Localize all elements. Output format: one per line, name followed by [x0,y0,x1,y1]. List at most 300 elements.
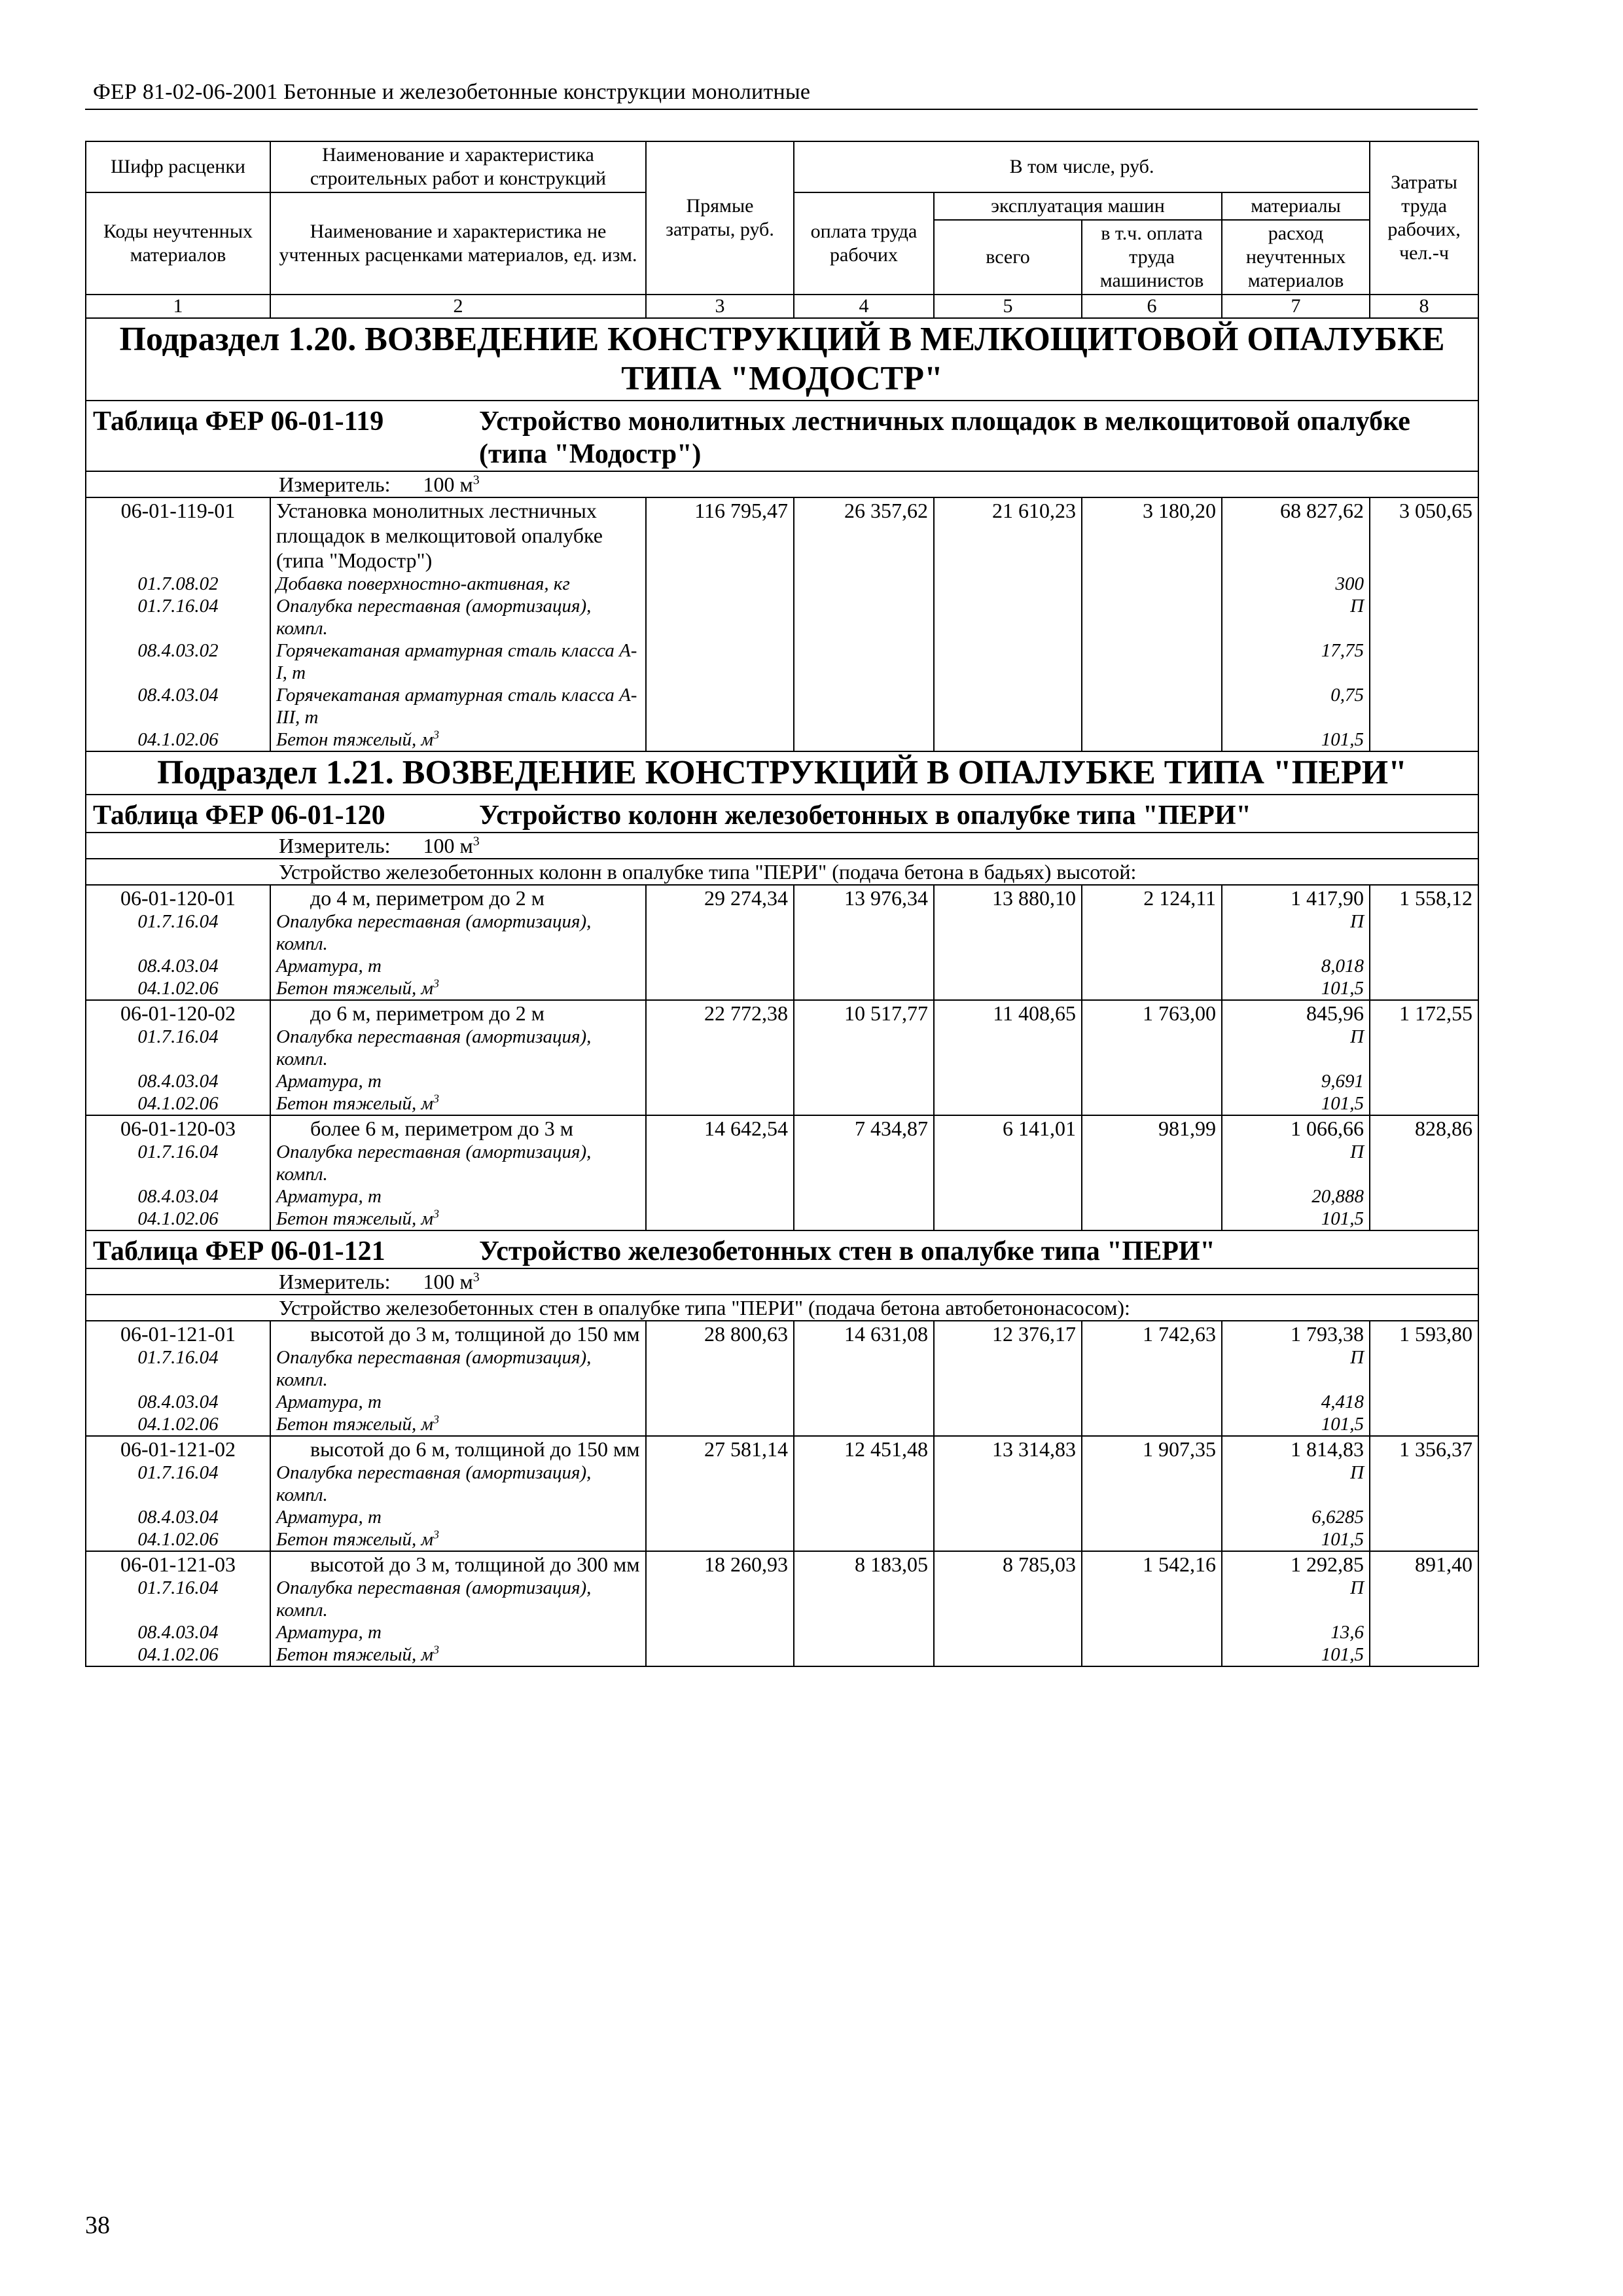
empty-cell [1082,1141,1222,1185]
rate-row [86,1436,1478,1462]
empty-cell [1370,684,1478,728]
material-qty: П [1222,1141,1370,1185]
material-row [86,1185,1478,1208]
material-qty: 20,888 [1222,1185,1370,1208]
header-row-1 [86,141,1478,192]
material-code: 01.7.16.04 [86,1462,270,1506]
rate-code: 06-01-119-01 [86,497,270,573]
material-row [86,595,1478,639]
col-number: 6 [1082,295,1222,318]
table-note: Устройство железобетонных стен в опалубке типа "ПЕРИ" (подача бетона автобетононасосом): [86,1295,1478,1321]
col-mat-use-header: расход неучтенных материалов [1222,220,1370,295]
empty-cell [794,1070,934,1092]
empty-cell [934,1506,1082,1528]
material-qty: П [1222,595,1370,639]
empty-cell [1082,684,1222,728]
material-qty: П [1222,1346,1370,1391]
col-materials-header: материалы [1222,192,1370,220]
direct-cost: 28 800,63 [646,1321,794,1346]
material-row [86,1026,1478,1070]
header-rule [85,109,1478,110]
col-number: 2 [270,295,646,318]
empty-cell [646,639,794,684]
measure-label: Измеритель: [279,473,391,496]
empty-cell [794,1413,934,1436]
empty-cell [794,1346,934,1391]
col-name-header: Наименование и характеристика строительных работ и конструкций [270,141,646,192]
material-row [86,1506,1478,1528]
col-number: 1 [86,295,270,318]
empty-cell [794,1621,934,1643]
page-number: 38 [85,2212,110,2239]
empty-cell [1082,1391,1222,1413]
empty-cell [1082,1185,1222,1208]
empty-cell [934,1577,1082,1621]
empty-cell [1370,1346,1478,1391]
material-code: 04.1.02.06 [86,728,270,751]
empty-cell [934,1208,1082,1230]
empty-cell [934,684,1082,728]
empty-cell [1370,1643,1478,1666]
empty-cell [646,1413,794,1436]
subsection-row [86,318,1478,401]
empty-cell [646,955,794,977]
labor-cost: 10 517,77 [794,1000,934,1026]
measure-value: 100 $м^3$ [423,473,480,496]
material-qty: П [1222,1577,1370,1621]
empty-cell [934,1462,1082,1506]
rate-row [86,1000,1478,1026]
empty-cell [646,1141,794,1185]
empty-cell [934,977,1082,1000]
material-name: Добавка поверхностно-активная, кг [270,573,646,595]
measure-row [86,833,1478,859]
empty-cell [646,1462,794,1506]
rate-row [86,1551,1478,1577]
empty-cell [646,1026,794,1070]
empty-cell [794,1208,934,1230]
empty-cell [794,1092,934,1115]
empty-cell [1370,1413,1478,1436]
superscript-3: 3 [473,1270,480,1285]
superscript-3: 3 [433,1207,439,1221]
empty-cell [934,573,1082,595]
materials-cost: 845,96 [1222,1000,1370,1026]
machine-cost: 12 376,17 [934,1321,1082,1346]
empty-cell [934,1346,1082,1391]
empty-cell [794,573,934,595]
empty-cell [794,977,934,1000]
material-row [86,1208,1478,1230]
empty-cell [794,595,934,639]
material-qty: 300 [1222,573,1370,595]
empty-cell [646,728,794,751]
material-name: Опалубка переставная (амортизация), компл. [270,1346,646,1391]
column-numbers [86,295,1478,318]
measure-cell [86,471,1478,497]
empty-cell [1370,1577,1478,1621]
material-row [86,1577,1478,1621]
empty-cell [1370,1185,1478,1208]
empty-cell [1370,1506,1478,1528]
empty-cell [1082,977,1222,1000]
machine-cost: 6 141,01 [934,1115,1082,1141]
labor-cost: 14 631,08 [794,1321,934,1346]
superscript-3: 3 [433,1092,439,1105]
empty-cell [1082,1413,1222,1436]
direct-cost: 18 260,93 [646,1551,794,1577]
material-row [86,1621,1478,1643]
machine-cost: 13 880,10 [934,885,1082,910]
material-code: 08.4.03.04 [86,1506,270,1528]
material-qty: 101,5 [1222,1413,1370,1436]
empty-cell [646,1506,794,1528]
materials-cost: 1 292,85 [1222,1551,1370,1577]
material-qty: 17,75 [1222,639,1370,684]
material-name: Бетон тяжелый, $м^3$ [270,728,646,751]
rate-code: 06-01-120-03 [86,1115,270,1141]
material-qty: П [1222,1026,1370,1070]
material-name: Горячекатаная арматурная сталь класса А-I, т [270,639,646,684]
material-qty: 101,5 [1222,1528,1370,1551]
material-name: Опалубка переставная (амортизация), компл. [270,910,646,955]
rate-row [86,885,1478,910]
material-qty: 8,018 [1222,955,1370,977]
labor-hours: 3 050,65 [1370,497,1478,573]
table-title-cell [86,401,1478,471]
material-qty: 9,691 [1222,1070,1370,1092]
material-name: Бетон тяжелый, $м^3$ [270,1643,646,1666]
col-mach-labor-header: в т.ч. оплата труда машинистов [1082,220,1222,295]
superscript-3: 3 [433,728,439,742]
empty-cell [794,1577,934,1621]
empty-cell [934,1391,1082,1413]
rate-name: высотой до 6 м, толщиной до 150 мм [270,1436,646,1462]
material-qty: 101,5 [1222,1208,1370,1230]
rate-name: Установка монолитных лестничных площадок в мелкощитовой опалубке (типа "Модостр") [270,497,646,573]
measure-value: 100 $м^3$ [423,834,480,857]
material-row [86,684,1478,728]
measure-label: Измеритель: [279,1270,391,1293]
rate-name: более 6 м, периметром до 3 м [270,1115,646,1141]
empty-cell [646,1070,794,1092]
material-code: 08.4.03.04 [86,1070,270,1092]
labor-hours: 1 172,55 [1370,1000,1478,1026]
materials-cost: 1 814,83 [1222,1436,1370,1462]
material-name: Опалубка переставная (амортизация), компл. [270,1577,646,1621]
empty-cell [1370,639,1478,684]
material-row [86,1528,1478,1551]
material-name: Арматура, т [270,1070,646,1092]
superscript-3: 3 [433,1412,439,1426]
rate-name: до 6 м, периметром до 2 м [270,1000,646,1026]
empty-cell [1370,955,1478,977]
table-title: Устройство колонн железобетонных в опалубке типа "ПЕРИ" [479,800,1251,831]
material-qty: П [1222,910,1370,955]
material-qty: 0,75 [1222,684,1370,728]
empty-cell [1082,955,1222,977]
empty-cell [646,1643,794,1666]
empty-cell [646,1208,794,1230]
material-qty: 101,5 [1222,977,1370,1000]
material-name: Опалубка переставная (амортизация), компл. [270,595,646,639]
col-matname-header: Наименование и характеристика не учтенных расценками материалов, ед. изм. [270,192,646,295]
col-labor-header: оплата труда рабочих [794,192,934,295]
empty-cell [1082,595,1222,639]
empty-cell [646,1185,794,1208]
machine-cost: 11 408,65 [934,1000,1082,1026]
note-row [86,859,1478,885]
subsection-row [86,751,1478,795]
material-code: 04.1.02.06 [86,1413,270,1436]
col-number: 3 [646,295,794,318]
empty-cell [934,1528,1082,1551]
material-name: Арматура, т [270,1391,646,1413]
material-name: Бетон тяжелый, $м^3$ [270,1528,646,1551]
empty-cell [794,1528,934,1551]
material-row [86,1413,1478,1436]
empty-cell [794,639,934,684]
labor-hours: 1 593,80 [1370,1321,1478,1346]
empty-cell [794,1506,934,1528]
running-title: ФЕР 81-02-06-2001 Бетонные и железобетонные конструкции монолитные [93,80,811,104]
empty-cell [1082,1208,1222,1230]
machine-cost: 13 314,83 [934,1436,1082,1462]
superscript-3: 3 [433,1528,439,1541]
material-row [86,955,1478,977]
material-qty: 101,5 [1222,1643,1370,1666]
empty-cell [794,1462,934,1506]
table-title-row [86,401,1478,471]
empty-cell [1370,1092,1478,1115]
labor-cost: 13 976,34 [794,885,934,910]
rate-code: 06-01-121-03 [86,1551,270,1577]
machinist-labor-cost: 1 542,16 [1082,1551,1222,1577]
superscript-3: 3 [473,834,480,849]
empty-cell [934,1070,1082,1092]
empty-cell [646,977,794,1000]
empty-cell [1082,1462,1222,1506]
empty-cell [646,1621,794,1643]
empty-cell [1370,573,1478,595]
rate-code: 06-01-120-02 [86,1000,270,1026]
empty-cell [1082,1621,1222,1643]
empty-cell [1082,573,1222,595]
empty-cell [934,728,1082,751]
empty-cell [1370,728,1478,751]
table-title-cell [86,1230,1478,1268]
empty-cell [1370,1026,1478,1070]
table-title-row [86,1230,1478,1268]
empty-cell [794,955,934,977]
material-code: 08.4.03.04 [86,684,270,728]
material-row [86,1070,1478,1092]
material-code: 08.4.03.04 [86,1185,270,1208]
material-code: 08.4.03.04 [86,1391,270,1413]
empty-cell [646,1528,794,1551]
table-title-cell [86,795,1478,833]
material-name: Арматура, т [270,1506,646,1528]
material-name: Опалубка переставная (амортизация), компл. [270,1462,646,1506]
empty-cell [1082,1346,1222,1391]
material-code: 01.7.16.04 [86,1577,270,1621]
labor-hours: 828,86 [1370,1115,1478,1141]
material-code: 08.4.03.04 [86,955,270,977]
machinist-labor-cost: 3 180,20 [1082,497,1222,573]
material-code: 01.7.16.04 [86,1141,270,1185]
material-name: Бетон тяжелый, $м^3$ [270,1208,646,1230]
material-code: 01.7.16.04 [86,1026,270,1070]
empty-cell [1082,910,1222,955]
machine-cost: 8 785,03 [934,1551,1082,1577]
materials-cost: 1 417,90 [1222,885,1370,910]
direct-cost: 14 642,54 [646,1115,794,1141]
table-number: Таблица ФЕР 06-01-121 [93,1236,385,1266]
empty-cell [646,573,794,595]
material-row [86,1141,1478,1185]
measure-label: Измеритель: [279,834,391,857]
empty-cell [646,1092,794,1115]
empty-cell [1370,1391,1478,1413]
empty-cell [1370,910,1478,955]
empty-cell [794,684,934,728]
table-note: Устройство железобетонных колонн в опалубке типа "ПЕРИ" (подача бетона в бадьях) высотой: [86,859,1478,885]
material-qty: П [1222,1462,1370,1506]
empty-cell [646,595,794,639]
empty-cell [1370,977,1478,1000]
measure-row [86,1268,1478,1295]
col-number: 4 [794,295,934,318]
superscript-3: 3 [433,1643,439,1657]
material-code: 01.7.16.04 [86,595,270,639]
measure-cell [86,833,1478,859]
empty-cell [1082,1026,1222,1070]
material-row [86,977,1478,1000]
material-name: Арматура, т [270,1621,646,1643]
material-row [86,1462,1478,1506]
material-row [86,728,1478,751]
empty-cell [646,1391,794,1413]
material-qty: 13,6 [1222,1621,1370,1643]
material-code: 01.7.16.04 [86,1346,270,1391]
empty-cell [934,1643,1082,1666]
empty-cell [934,910,1082,955]
empty-cell [934,1092,1082,1115]
labor-cost: 7 434,87 [794,1115,934,1141]
materials-cost: 1 793,38 [1222,1321,1370,1346]
col-direct-header: Прямые затраты, руб. [646,141,794,295]
material-code: 08.4.03.02 [86,639,270,684]
empty-cell [1370,1462,1478,1506]
materials-cost: 68 827,62 [1222,497,1370,573]
labor-hours: 891,40 [1370,1551,1478,1577]
material-row [86,910,1478,955]
measure-row [86,471,1478,497]
material-name: Опалубка переставная (амортизация), компл. [270,1141,646,1185]
material-code: 08.4.03.04 [86,1621,270,1643]
col-including-header: В том числе, руб. [794,141,1370,192]
material-row [86,1092,1478,1115]
empty-cell [794,1643,934,1666]
material-name: Опалубка переставная (амортизация), компл. [270,1026,646,1070]
material-name: Бетон тяжелый, $м^3$ [270,977,646,1000]
machinist-labor-cost: 1 763,00 [1082,1000,1222,1026]
material-code: 04.1.02.06 [86,1092,270,1115]
empty-cell [934,639,1082,684]
rate-name: до 4 м, периметром до 2 м [270,885,646,910]
empty-cell [794,910,934,955]
col-matcode-header: Коды неучтенных материалов [86,192,270,295]
material-row [86,1643,1478,1666]
rate-row [86,1321,1478,1346]
material-code: 04.1.02.06 [86,1528,270,1551]
machinist-labor-cost: 2 124,11 [1082,885,1222,910]
empty-cell [934,1621,1082,1643]
empty-cell [934,1185,1082,1208]
empty-cell [1370,595,1478,639]
empty-cell [934,1413,1082,1436]
measure-cell [86,1268,1478,1295]
col-number: 7 [1222,295,1370,318]
empty-cell [1370,1621,1478,1643]
empty-cell [1082,728,1222,751]
material-row [86,1391,1478,1413]
direct-cost: 116 795,47 [646,497,794,573]
empty-cell [934,955,1082,977]
empty-cell [934,1026,1082,1070]
rate-row [86,1115,1478,1141]
material-name: Арматура, т [270,1185,646,1208]
labor-cost: 8 183,05 [794,1551,934,1577]
empty-cell [646,1577,794,1621]
materials-cost: 1 066,66 [1222,1115,1370,1141]
table-title: Устройство железобетонных стен в опалубке типа "ПЕРИ" [479,1236,1215,1266]
machinist-labor-cost: 981,99 [1082,1115,1222,1141]
empty-cell [934,1141,1082,1185]
subsection-title: Подраздел 1.21. ВОЗВЕДЕНИЕ КОНСТРУКЦИЙ В ОПАЛУБКЕ ТИПА "ПЕРИ" [86,751,1478,795]
empty-cell [1370,1070,1478,1092]
direct-cost: 22 772,38 [646,1000,794,1026]
empty-cell [1370,1528,1478,1551]
material-qty: 6,6285 [1222,1506,1370,1528]
labor-cost: 12 451,48 [794,1436,934,1462]
rate-name: высотой до 3 м, толщиной до 150 мм [270,1321,646,1346]
col-number: 5 [934,295,1082,318]
material-qty: 4,418 [1222,1391,1370,1413]
measure-value: 100 $м^3$ [423,1270,480,1293]
labor-hours: 1 558,12 [1370,885,1478,910]
note-row [86,1295,1478,1321]
empty-cell [1082,1528,1222,1551]
material-row [86,573,1478,595]
empty-cell [1082,1070,1222,1092]
subsection-title: Подраздел 1.20. ВОЗВЕДЕНИЕ КОНСТРУКЦИЙ В МЕЛКОЩИТОВОЙ ОПАЛУБКЕ ТИПА "МОДОСТР" [86,318,1478,401]
rate-code: 06-01-121-01 [86,1321,270,1346]
col-machines-header: эксплуатация машин [934,192,1222,220]
material-name: Бетон тяжелый, $м^3$ [270,1092,646,1115]
labor-cost: 26 357,62 [794,497,934,573]
rate-code: 06-01-121-02 [86,1436,270,1462]
table-title-row [86,795,1478,833]
table-title: Устройство монолитных лестничных площадок в мелкощитовой опалубке (типа "Модостр") [479,406,1410,469]
empty-cell [1370,1208,1478,1230]
col-number: 8 [1370,295,1478,318]
empty-cell [1370,1141,1478,1185]
empty-cell [1082,639,1222,684]
direct-cost: 27 581,14 [646,1436,794,1462]
superscript-3: 3 [473,473,480,488]
empty-cell [646,1346,794,1391]
